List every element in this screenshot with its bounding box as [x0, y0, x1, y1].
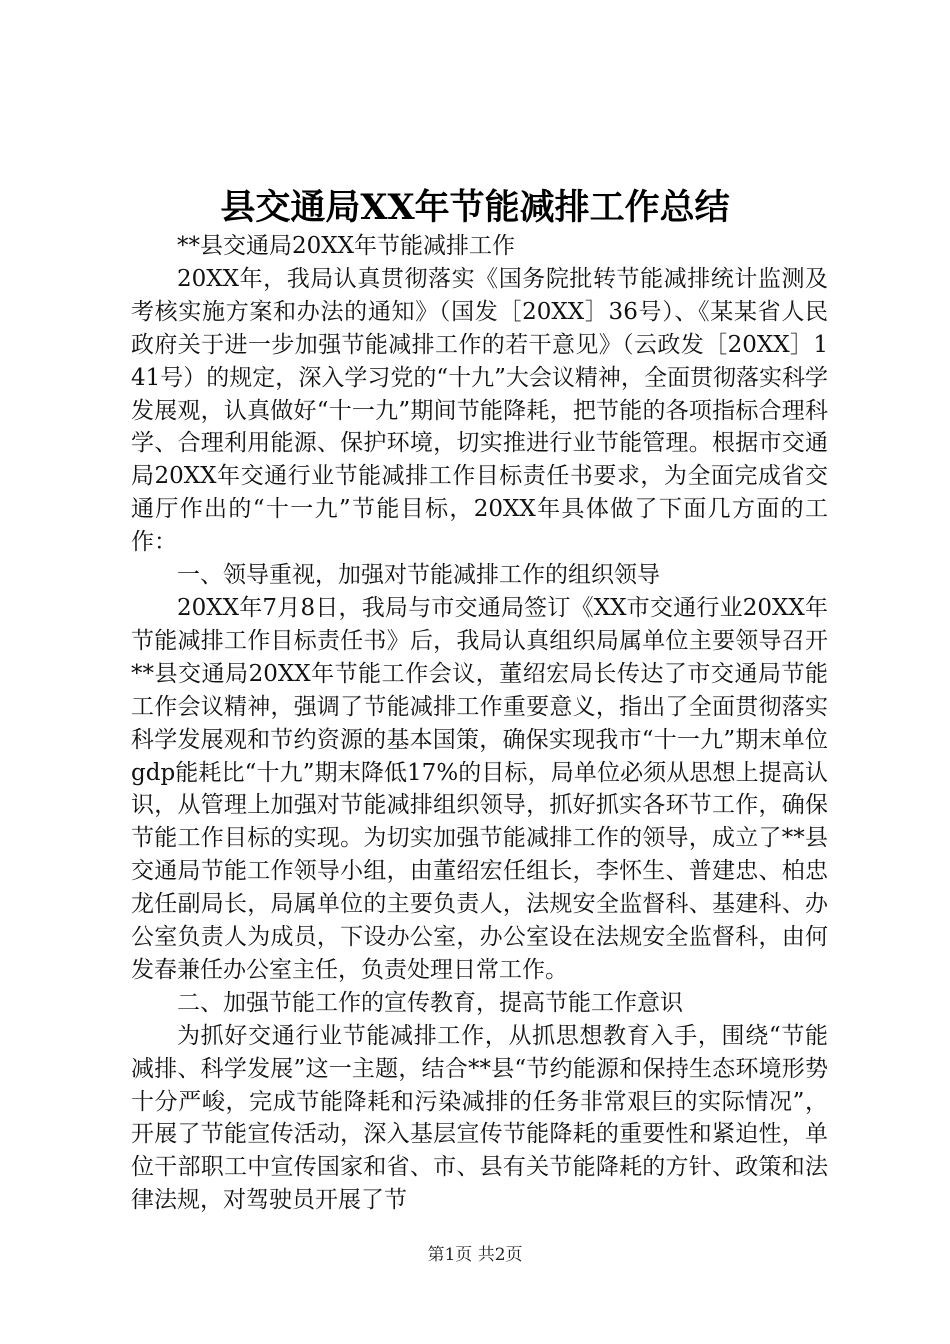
section-heading-2: 二、加强节能工作的宣传教育，提高节能工作意识	[177, 989, 683, 1016]
paragraph-section-2: 为抓好交通行业节能减排工作，从抓思想教育入手，围绕“节能减排、科学发展”这一主题，结合**县“节约能源和保持生态环境形势十分严峻，完成节能降耗和污染减排的任务非常艰巨的实际情况”，开展了节能宣传活动，深入基层宣传节能降耗的重要性和紧迫性，单位干部职工中宣传国家和省、市、县有关节能降耗的方针、政策和法律法规，对驾驶员开展了节	[131, 1022, 828, 1214]
paragraph-section-1: 20XX年7月8日，我局与市交通局签订《XX市交通行业20XX年节能减排工作目标责任书》后，我局认真组织局属单位主要领导召开**县交通局20XX年节能工作会议，董绍宏局长传达了市交通局节能工作会议精神，强调了节能减排工作重要意义，指出了全面贯彻落实科学发展观和节约资源的基本国策，确保实现我市“十一九”期末单位gdp能耗比“十九”期末降低17%的目标，局单位必须从思想上提高认识，从管理上加强对节能减排组织领导，抓好抓实各环节工作，确保节能工作目标的实现。为切实加强节能减排工作的领导，成立了**县交通局节能工作领导小组，由董绍宏任组长，李怀生、普建忠、柏忠龙任副局长，局属单位的主要负责人，法规安全监督科、基建科、办公室负责人为成员，下设办公室，办公室设在法规安全监督科，由何发春兼任办公室主任，负责处理日常工作。	[131, 594, 828, 983]
page-number: 第1页 共2页	[427, 1245, 523, 1265]
paragraph-subtitle: **县交通局20XX年节能减排工作	[177, 233, 516, 259]
paragraph-intro: 20XX年，我局认真贯彻落实《国务院批转节能减排统计监测及考核实施方案和办法的通知》（国发［20XX］36号）、《某某省人民政府关于进一步加强节能减排工作的若干意见》（云政发［20XX］141号）的规定，深入学习党的“十九”大会议精神，全面贯彻落实科学发展观，认真做好“十一九”期间节能降耗，把节能的各项指标合理科学、合理利用能源、保护环境，切实推进行业节能管理。根据市交通局20XX年交通行业节能减排工作目标责任书要求，为全面完成省交通厅作出的“十一九”节能目标，20XX年具体做了下面几方面的工作：	[131, 265, 828, 556]
document-body	[131, 230, 828, 1217]
document-title: 县交通局XX年节能减排工作总结	[220, 187, 730, 228]
section-heading-1: 一、领导重视，加强对节能减排工作的组织领导	[177, 562, 660, 589]
